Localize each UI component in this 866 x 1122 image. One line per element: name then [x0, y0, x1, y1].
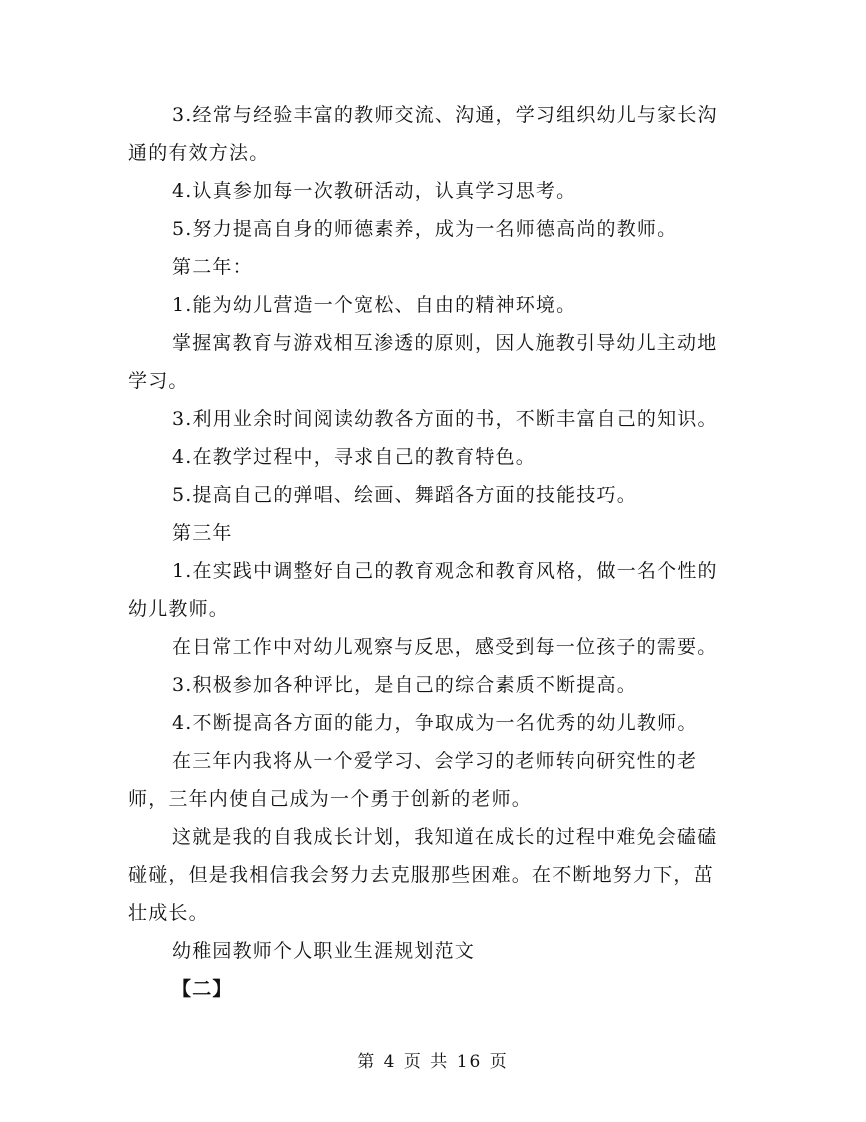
page-number-footer: 第 4 页 共 16 页: [357, 1052, 509, 1072]
paragraph: 4.认真参加每一次教研活动，认真学习思考。: [172, 180, 577, 202]
paragraph: 5.努力提高自身的师德素养，成为一名师德高尚的教师。: [172, 218, 678, 240]
paragraph: 掌握寓教育与游戏相互渗透的原则，因人施教引导幼儿主动地学习。: [128, 332, 718, 392]
paragraph: 3.经常与经验丰富的教师交流、沟通，学习组织幼儿与家长沟通的有效方法。: [128, 104, 718, 164]
paragraph: 3.积极参加各种评比，是自己的综合素质不断提高。: [172, 674, 637, 696]
paragraph: 1.能为幼儿营造一个宽松、自由的精神环境。: [172, 294, 577, 316]
document-subtitle: 幼稚园教师个人职业生涯规划范文: [172, 940, 476, 962]
document-body: [128, 96, 728, 1008]
paragraph: 5.提高自己的弹唱、绘画、舞蹈各方面的技能技巧。: [172, 484, 637, 506]
paragraph: 在三年内我将从一个爱学习、会学习的老师转向研究性的老师，三年内使自己成为一个勇于创新的老师。: [128, 750, 698, 810]
paragraph: 在日常工作中对幼儿观察与反思，感受到每一位孩子的需要。: [172, 636, 718, 658]
paragraph: 4.在教学过程中，寻求自己的教育特色。: [172, 446, 536, 468]
section-marker: 【二】: [172, 978, 233, 1000]
paragraph: 4.不断提高各方面的能力，争取成为一名优秀的幼儿教师。: [172, 712, 698, 734]
paragraph: 3.利用业余时间阅读幼教各方面的书，不断丰富自己的知识。: [172, 408, 718, 430]
paragraph: 1.在实践中调整好自己的教育观念和教育风格，做一名个性的幼儿教师。: [128, 560, 718, 620]
paragraph: 这就是我的自我成长计划，我知道在成长的过程中难免会磕磕碰碰，但是我相信我会努力去克服那些困难。在不断地努力下，茁壮成长。: [128, 826, 718, 924]
section-heading-year-two: 第二年：: [172, 256, 253, 278]
section-heading-year-three: 第三年: [172, 522, 233, 544]
